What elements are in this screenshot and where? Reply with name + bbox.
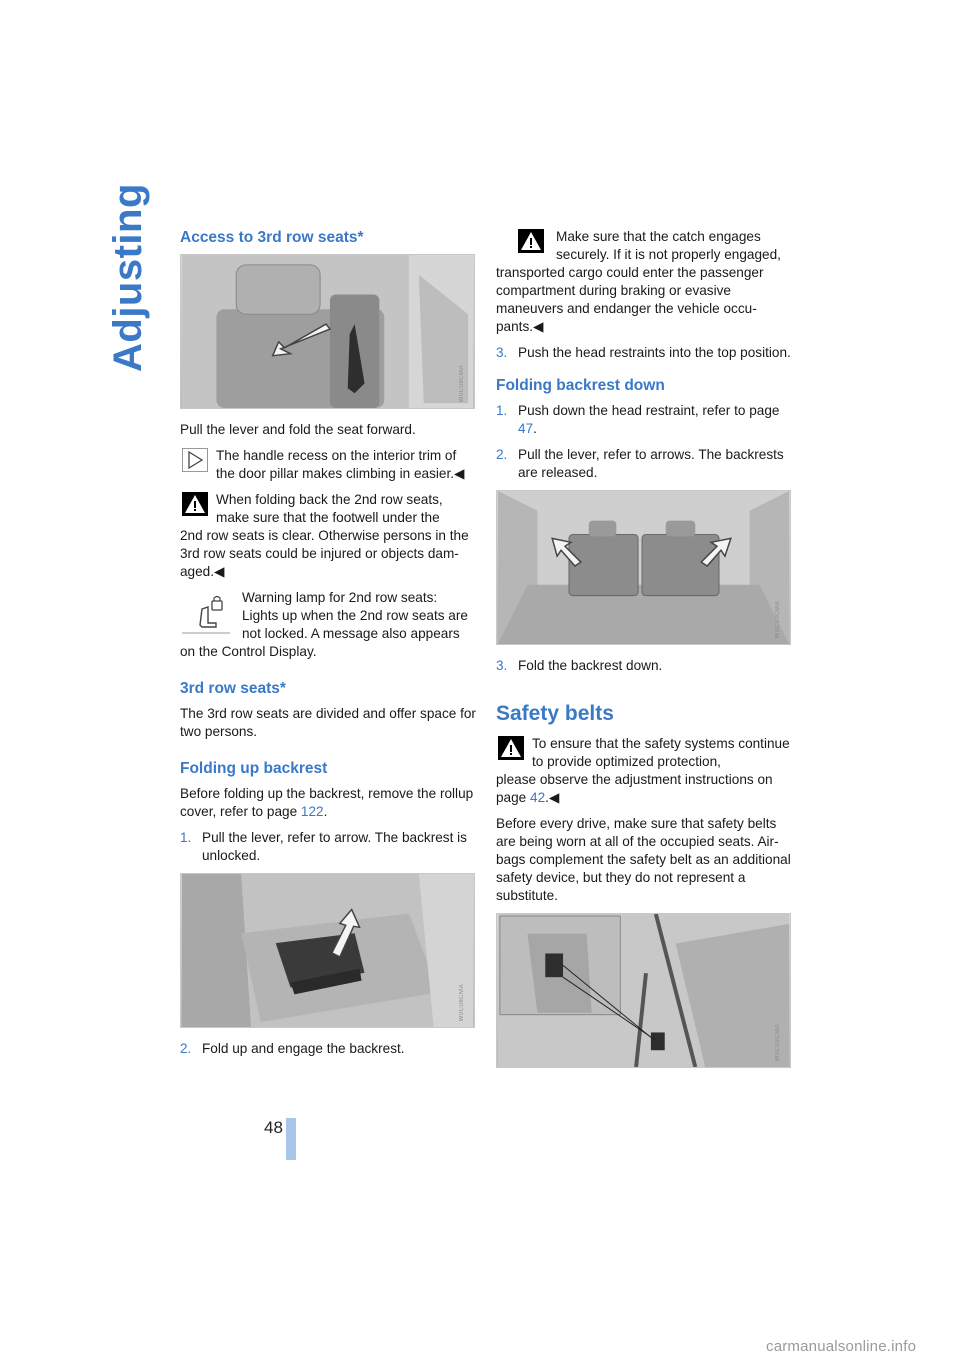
warning-icon bbox=[518, 229, 544, 253]
folding-up-steps-continued bbox=[180, 1040, 476, 1058]
tip-note bbox=[180, 447, 476, 483]
figure-code: W0C08CMA bbox=[459, 983, 465, 1021]
seat-lever-illustration bbox=[181, 255, 474, 408]
figure-code: W0C10CMA bbox=[775, 600, 781, 638]
list-item: 1. Push down the head restraint, refer to page 47. bbox=[496, 403, 780, 436]
page-marker-bar bbox=[286, 1118, 296, 1160]
warn-fold-rest: 2nd row seats is clear. Otherwise persons in the 3rd row seats could be injured or objects damaged.◀ bbox=[180, 528, 469, 579]
folding-down-heading: Folding backrest down bbox=[496, 377, 665, 394]
folding-up-steps-final bbox=[496, 344, 791, 362]
backrest-lever-illustration bbox=[181, 874, 474, 1027]
lamp-first: Warning lamp for 2nd row seats: Lights up when the 2nd row seats are not locked. A message also appears bbox=[242, 590, 468, 641]
warn-fold-first: When folding back the 2nd row seats, make sure that the footwell under the bbox=[216, 492, 443, 525]
warn-safety-rest: please observe the adjustment instructions on page 42.◀ bbox=[496, 772, 773, 805]
tip-handle-text: The handle recess on the interior trim of the door pillar makes climbing in easier.◀ bbox=[216, 448, 465, 481]
page-number: 48 bbox=[264, 1118, 283, 1137]
figure-safety-belt bbox=[496, 913, 791, 1068]
safety-belts-heading: Safety belts bbox=[496, 702, 614, 725]
warning-lamp-note bbox=[180, 589, 476, 661]
access-3rd-row-heading: Access to 3rd row seats* bbox=[180, 229, 364, 246]
warn-catch-rest: transported cargo could enter the passenger compartment during braking or evasive maneuvers and endanger the vehicle occupants.◀ bbox=[496, 265, 764, 334]
folding-up-heading: Folding up backrest bbox=[180, 760, 328, 777]
list-item: 1. Pull the lever, refer to arrow. The backrest is unlocked. bbox=[180, 830, 467, 863]
list-item: 3. Fold the backrest down. bbox=[496, 658, 663, 673]
folding-up-steps bbox=[180, 829, 476, 865]
page-link-47[interactable]: 47 bbox=[518, 421, 534, 436]
warning-note-fold bbox=[180, 491, 476, 581]
pull-lever-text: Pull the lever and fold the seat forward. bbox=[180, 422, 416, 437]
right-column bbox=[496, 228, 791, 1080]
page-link-122[interactable]: 122 bbox=[300, 804, 324, 819]
figure-code: W0C02CMA bbox=[775, 1023, 781, 1061]
list-item: 2. Pull the lever, refer to arrows. The backrests are released. bbox=[496, 447, 784, 480]
safety-text: Before every drive, make sure that safety belts are being worn at all of the occupied seats. Airbags complement the safety belt as an additional safety device, but they do not represent a substitute. bbox=[496, 816, 791, 903]
warning-note-catch bbox=[496, 228, 791, 336]
warning-icon bbox=[182, 492, 208, 516]
cargo-backrests-illustration bbox=[497, 491, 790, 644]
warn-catch-first: Make sure that the catch engages securely. If it is not properly engaged, bbox=[556, 229, 781, 262]
warn-safety-first: To ensure that the safety systems continue to provide optimized protection, bbox=[532, 736, 790, 769]
folding-up-intro: Before folding up the backrest, remove the rollup cover, refer to page 122. bbox=[180, 786, 474, 819]
figure-code: W0C09CMA bbox=[459, 364, 465, 402]
chapter-title: Adjusting bbox=[106, 183, 150, 372]
figure-cargo-backrests bbox=[496, 490, 791, 645]
list-item: 2. Fold up and engage the backrest. bbox=[180, 1041, 405, 1056]
figure-backrest-lever bbox=[180, 873, 475, 1028]
page-link-42[interactable]: 42 bbox=[530, 790, 546, 805]
left-column bbox=[180, 228, 476, 1066]
list-item: 3. Push the head restraints into the top position. bbox=[496, 345, 791, 360]
warning-note-safety bbox=[496, 735, 791, 807]
footer-watermark[interactable]: carmanualsonline.info bbox=[766, 1338, 917, 1355]
folding-down-steps-continued bbox=[496, 657, 791, 675]
figure-seat-lever bbox=[180, 254, 475, 409]
seat-warning-lamp-icon bbox=[180, 595, 232, 635]
safety-belt-illustration bbox=[497, 914, 790, 1067]
third-row-heading: 3rd row seats* bbox=[180, 680, 286, 697]
warning-icon bbox=[498, 736, 524, 760]
tip-triangle-icon bbox=[182, 448, 208, 472]
lamp-rest: on the Control Display. bbox=[180, 644, 317, 659]
folding-down-steps bbox=[496, 402, 791, 482]
third-row-text: The 3rd row seats are divided and offer space for two persons. bbox=[180, 706, 476, 739]
